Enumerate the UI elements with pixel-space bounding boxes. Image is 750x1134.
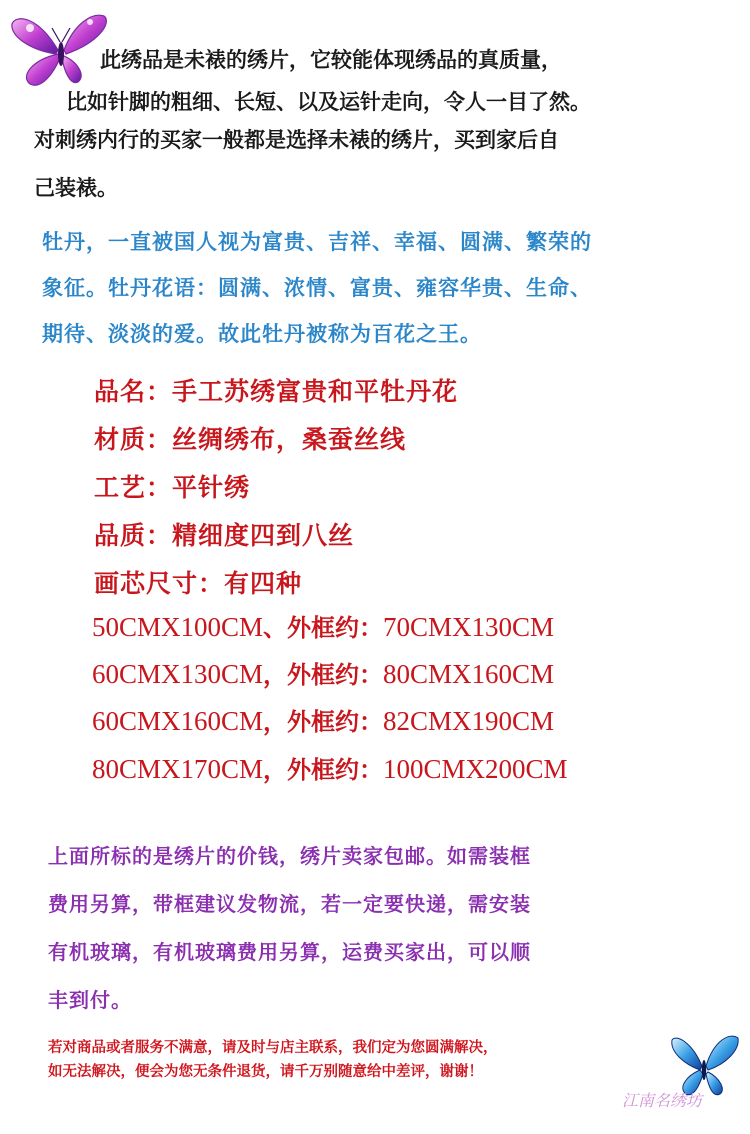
size-core: 80CMX170CM: [92, 754, 264, 784]
intro-line-3: 对刺绣内行的买家一般都是选择未裱的绣片，买到家后自: [34, 128, 559, 152]
size-core: 60CMX130CM: [92, 659, 264, 689]
spec-name: 品名：手工苏绣富贵和平牡丹花: [94, 377, 459, 406]
notice-line-2: 如无法解决，便会为您无条件退货，请千万别随意给中差评，谢谢！: [48, 1064, 483, 1080]
peony-line-1: 牡丹，一直被国人视为富贵、吉祥、幸福、圆满、繁荣的: [42, 230, 592, 254]
size-core: 50CMX100CM: [92, 612, 264, 642]
shop-signature: 江南名绣坊: [621, 1091, 702, 1110]
intro-line-1: 此绣品是未裱的绣片，它较能体现绣品的真质量，: [100, 48, 562, 72]
size-frame: 82CMX190CM: [383, 706, 555, 736]
size-sep: 、外框约：: [263, 614, 384, 642]
intro-line-4: 己装裱。: [34, 176, 118, 200]
size-sep: ，外框约：: [263, 708, 384, 736]
shipping-line-3: 有机玻璃，有机玻璃费用另算，运费买家出，可以顺: [48, 940, 531, 964]
spec-material: 材质：丝绸绣布，桑蚕丝线: [94, 425, 407, 454]
shipping-line-2: 费用另算，带框建议发物流，若一定要快递，需安装: [48, 892, 531, 916]
size-sep: ，外框约：: [263, 756, 384, 784]
notice-line-1: 若对商品或者服务不满意，请及时与店主联系，我们定为您圆满解决，: [48, 1040, 498, 1056]
spec-craft: 工艺：平针绣: [94, 473, 251, 502]
intro-line-2: 比如针脚的粗细、长短、以及运针走向，令人一目了然。: [66, 90, 591, 114]
spec-size-title: 画芯尺寸：有四种: [94, 569, 303, 598]
size-row: [92, 702, 554, 737]
spec-quality: 品质：精细度四到八丝: [94, 521, 355, 550]
size-frame: 80CMX160CM: [383, 659, 555, 689]
peony-line-3: 期待、淡淡的爱。故此牡丹被称为百花之王。: [42, 322, 482, 346]
peony-line-2: 象征。牡丹花语：圆满、浓情、富贵、雍容华贵、生命、: [42, 276, 592, 300]
size-sep: ，外框约：: [263, 661, 384, 689]
size-frame: 100CMX200CM: [383, 754, 568, 784]
shipping-line-1: 上面所标的是绣片的价钱，绣片卖家包邮。如需装框: [48, 844, 531, 868]
size-row: [92, 655, 554, 690]
size-core: 60CMX160CM: [92, 706, 264, 736]
size-frame: 70CMX130CM: [383, 612, 555, 642]
size-row: [92, 750, 568, 785]
shipping-line-4: 丰到付。: [48, 988, 132, 1012]
size-row: [92, 608, 554, 643]
